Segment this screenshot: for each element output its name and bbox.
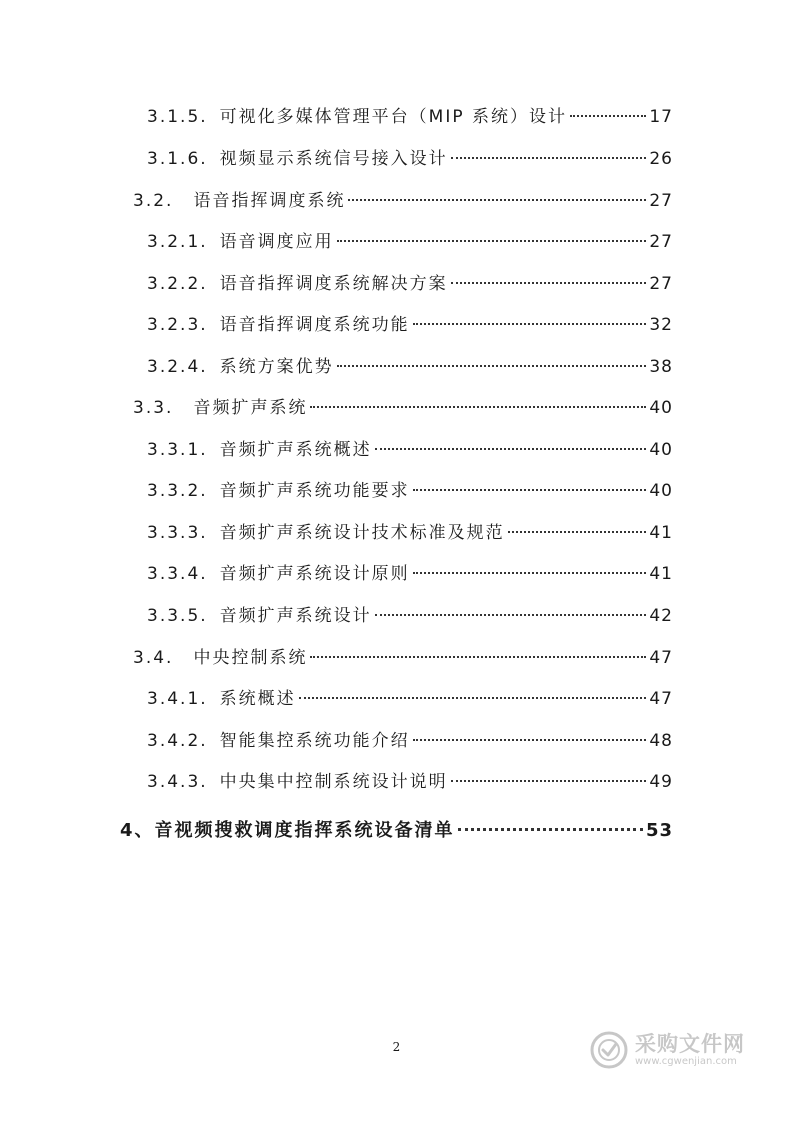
toc-title: 中央控制系统: [193, 648, 308, 668]
toc-title: 语音指挥调度系统功能: [219, 315, 410, 335]
toc-page: 42: [649, 606, 673, 626]
toc-page: 27: [649, 232, 673, 252]
toc-number: 3.2.3.: [147, 315, 208, 335]
toc-leader: [451, 779, 647, 782]
toc-leader: [375, 447, 647, 450]
toc-title: 系统概述: [219, 689, 296, 709]
toc-entry[interactable]: [147, 312, 673, 338]
toc-title: 视频显示系统信号接入设计: [219, 149, 448, 169]
watermark: [589, 1026, 759, 1074]
toc-number: 3.4.2.: [147, 731, 208, 751]
toc-title: 可视化多媒体管理平台（MIP 系统）设计: [219, 107, 568, 127]
toc-page: 38: [649, 357, 673, 377]
toc-page: 41: [649, 523, 673, 543]
toc-title: 中央集中控制系统设计说明: [219, 772, 448, 792]
toc-title: 音视频搜救调度指挥系统设备清单: [154, 820, 455, 841]
toc-number: 3.2.4.: [147, 357, 208, 377]
toc-page: 49: [649, 772, 673, 792]
toc-leader: [570, 114, 646, 117]
toc-entry[interactable]: [147, 769, 673, 795]
toc-leader: [413, 571, 647, 574]
toc-entry[interactable]: [147, 104, 673, 130]
toc-number: 3.2.: [133, 191, 174, 211]
toc-leader: [508, 530, 647, 533]
toc-leader: [348, 198, 646, 201]
toc-page: 41: [649, 564, 673, 584]
toc-leader: [310, 655, 646, 658]
toc-number: 3.2.2.: [147, 274, 208, 294]
toc-title: 音频扩声系统概述: [219, 440, 372, 460]
toc-leader: [337, 364, 647, 367]
logo-icon: [589, 1030, 629, 1070]
toc-page: 27: [649, 191, 673, 211]
toc-leader: [458, 827, 643, 831]
toc-page: 32: [649, 315, 673, 335]
toc-number: 3.3.3.: [147, 523, 208, 543]
toc-entry[interactable]: [147, 354, 673, 380]
toc-page: 26: [649, 149, 673, 169]
toc-number: 3.1.5.: [147, 107, 208, 127]
toc-number: 3.3.4.: [147, 564, 208, 584]
toc-title: 音频扩声系统: [193, 398, 308, 418]
toc-leader: [451, 281, 647, 284]
toc-entry[interactable]: [147, 437, 673, 463]
toc-entry[interactable]: [147, 686, 673, 712]
toc-title: 音频扩声系统设计原则: [219, 564, 410, 584]
toc-title: 音频扩声系统功能要求: [219, 481, 410, 501]
toc-title: 音频扩声系统设计技术标准及规范: [219, 523, 505, 543]
toc-number: 3.3.2.: [147, 481, 208, 501]
toc-leader: [337, 239, 647, 242]
toc-page: 53: [645, 820, 673, 841]
toc-title: 语音指挥调度系统解决方案: [219, 274, 448, 294]
toc-page: 17: [649, 107, 673, 127]
toc-entry[interactable]: [147, 271, 673, 297]
toc-entry[interactable]: [133, 188, 673, 214]
toc-title: 语音指挥调度系统: [193, 191, 346, 211]
toc-number: 3.3.5.: [147, 606, 208, 626]
toc-page: 47: [649, 648, 673, 668]
toc-number: 3.3.: [133, 398, 174, 418]
toc-page: 27: [649, 274, 673, 294]
toc-entry[interactable]: [147, 478, 673, 504]
toc-entry[interactable]: [133, 645, 673, 671]
toc-leader: [413, 488, 647, 491]
toc-entry[interactable]: [147, 561, 673, 587]
toc-entry[interactable]: [120, 818, 673, 844]
toc-number: 4、: [120, 820, 155, 841]
toc-number: 3.4.1.: [147, 689, 208, 709]
toc-page: 40: [649, 440, 673, 460]
toc-entry[interactable]: [147, 603, 673, 629]
toc-leader: [413, 322, 647, 325]
toc-entry[interactable]: [147, 728, 673, 754]
toc-leader: [299, 696, 647, 699]
toc-entry[interactable]: [147, 146, 673, 172]
toc-leader: [451, 156, 647, 159]
toc-page: 47: [649, 689, 673, 709]
toc-page: 40: [649, 481, 673, 501]
toc-entry[interactable]: [147, 229, 673, 255]
toc-page: 48: [649, 731, 673, 751]
toc-page: 40: [649, 398, 673, 418]
toc-title: 智能集控系统功能介绍: [219, 731, 410, 751]
toc-leader: [375, 613, 647, 616]
toc-number: 3.1.6.: [147, 149, 208, 169]
toc-entry[interactable]: [147, 520, 673, 546]
toc-number: 3.4.3.: [147, 772, 208, 792]
watermark-url: www.cgwenjian.com: [635, 1056, 737, 1067]
toc-leader: [413, 738, 647, 741]
toc-title: 语音调度应用: [219, 232, 334, 252]
toc-number: 3.3.1.: [147, 440, 208, 460]
toc-number: 3.4.: [133, 648, 174, 668]
toc-number: 3.2.1.: [147, 232, 208, 252]
page-number: 2: [392, 1040, 401, 1054]
watermark-name: 采购文件网: [635, 1032, 745, 1056]
toc-title: 系统方案优势: [219, 357, 334, 377]
toc-title: 音频扩声系统设计: [219, 606, 372, 626]
toc-leader: [310, 405, 646, 408]
toc-entry[interactable]: [133, 395, 673, 421]
